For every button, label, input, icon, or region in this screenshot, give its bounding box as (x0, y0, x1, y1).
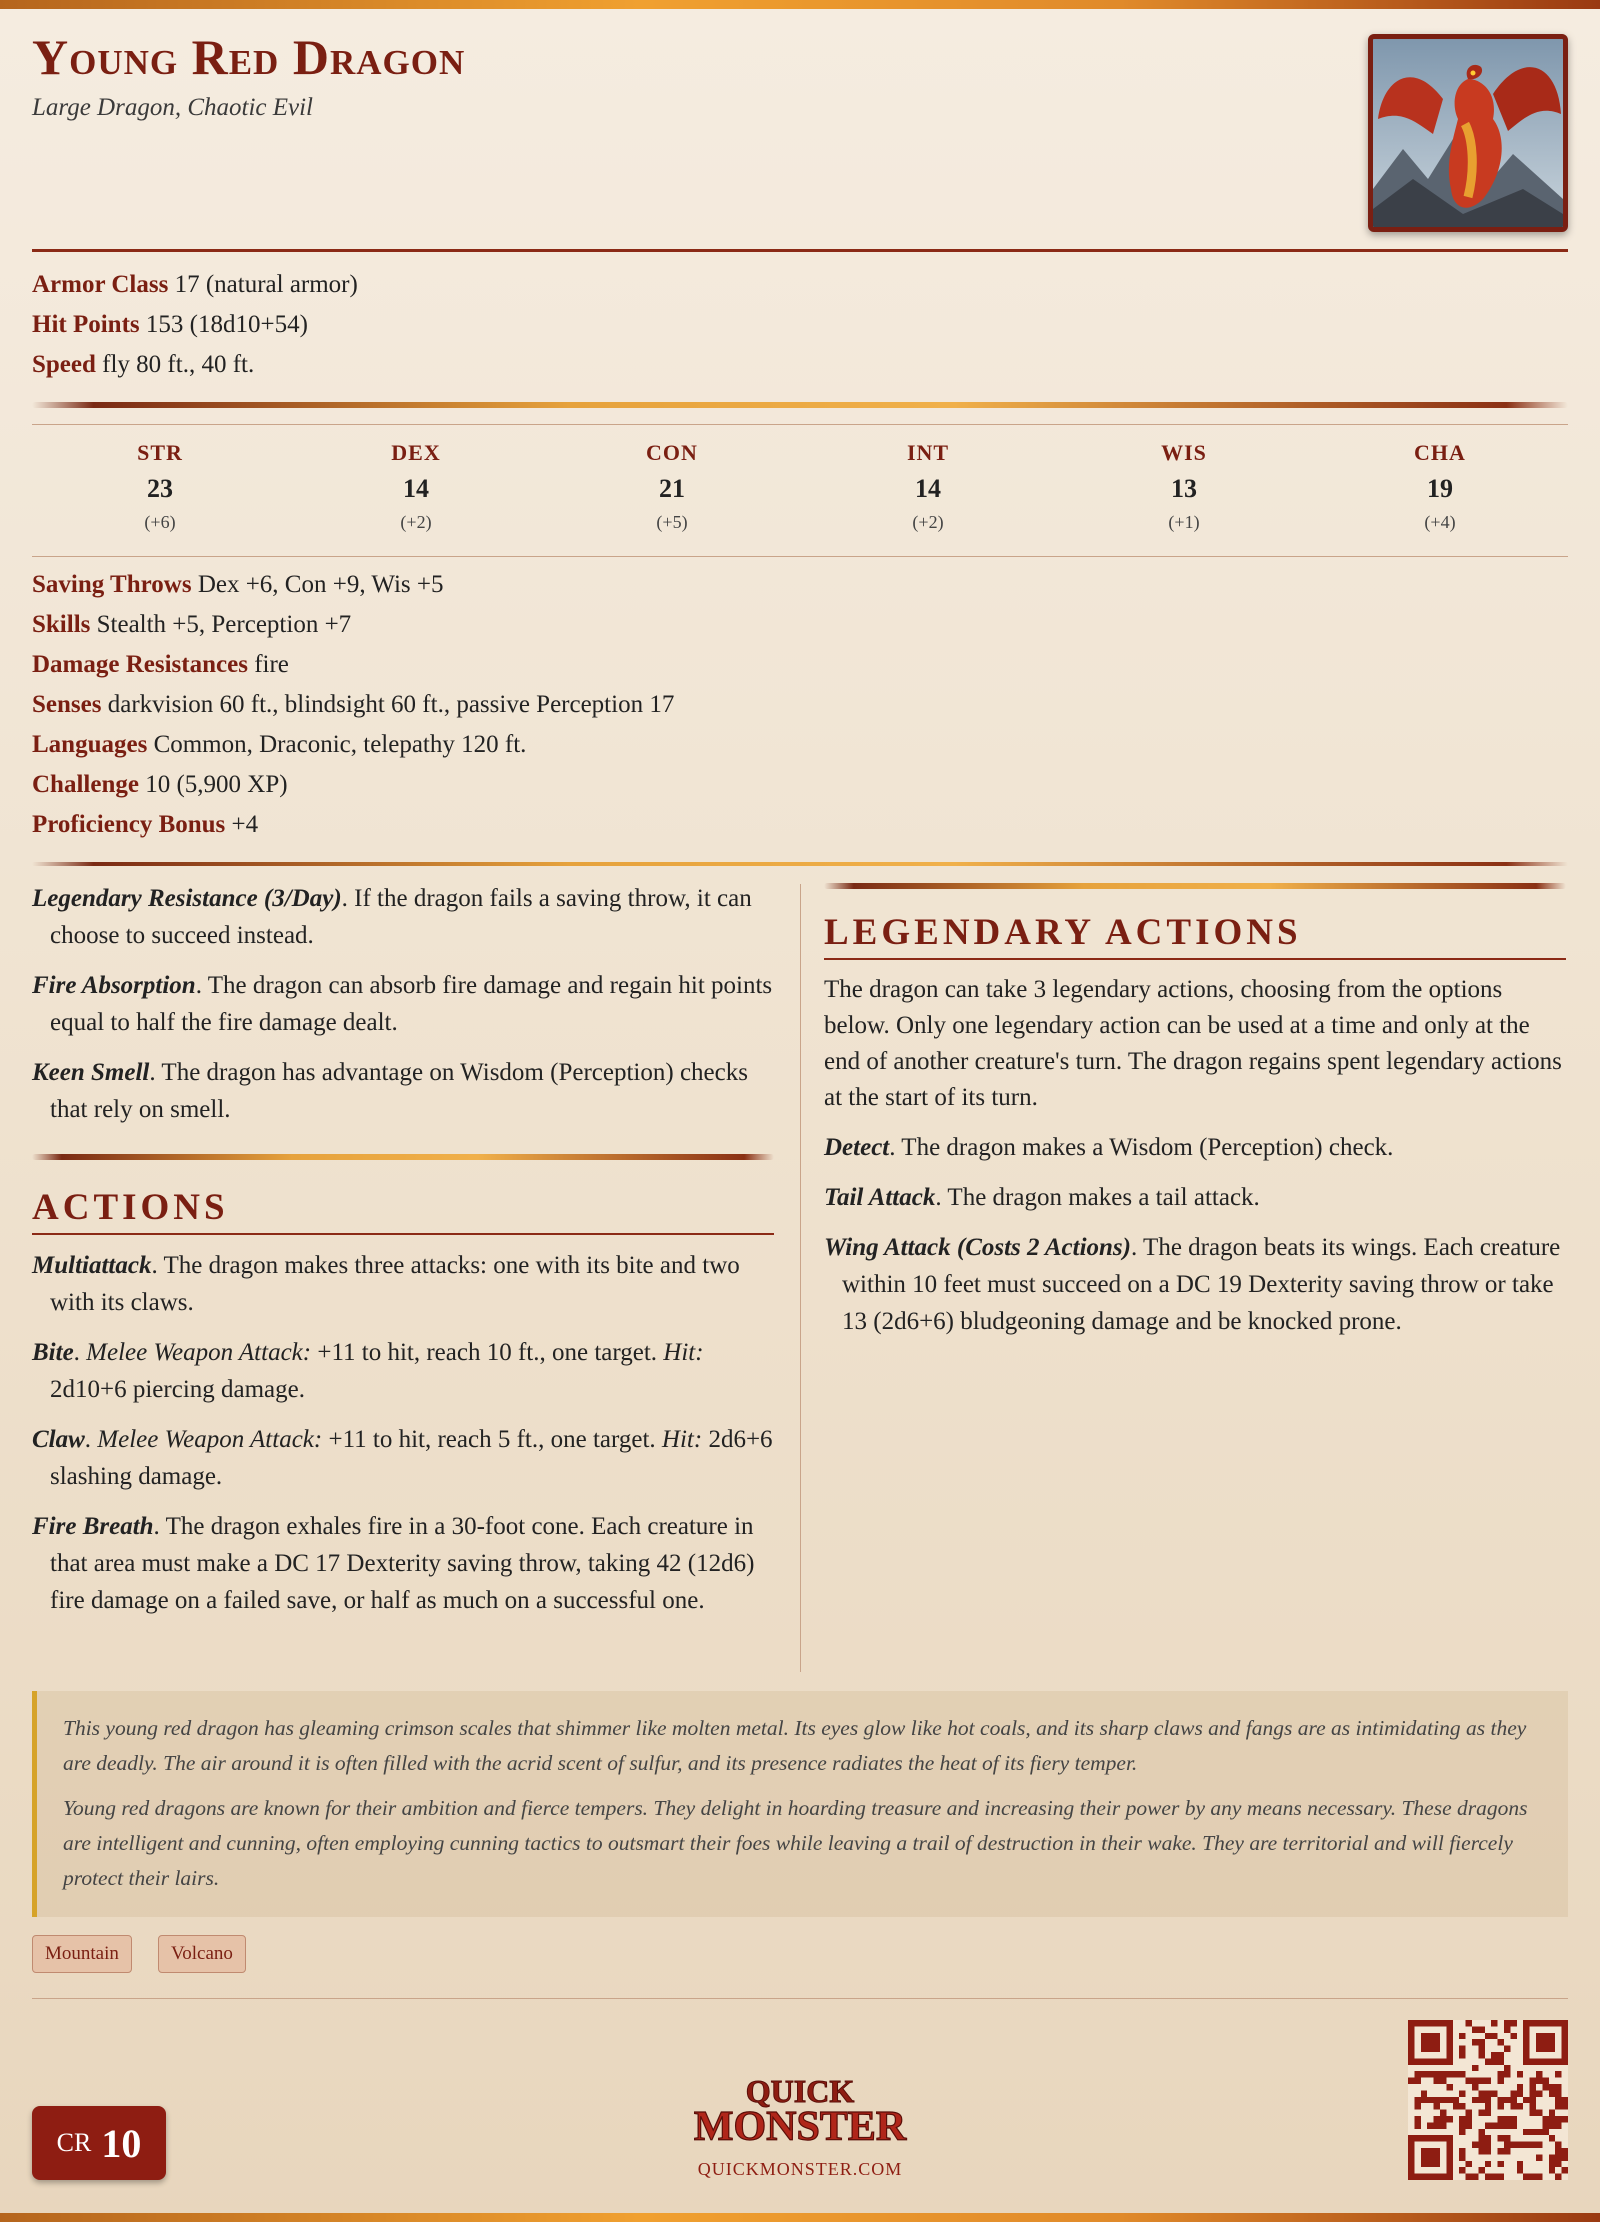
ability-name: WIS (1161, 440, 1207, 465)
quick-monster-logo[interactable] (670, 2070, 930, 2180)
flavor-paragraph: Young red dragons are known for their ambition and fierce tempers. They delight in hoarding treasure and increasing their power by any means necessary. These dragons are intelligent and cunning, often employing cunning tactics to outsmart their foes while leaving a trail of destruction in their wake. They are territorial and will fiercely protect their lairs. (63, 1796, 1528, 1890)
left-column (32, 880, 774, 1632)
detail-label: Damage Resistances (32, 651, 248, 678)
footer-divider (32, 1998, 1568, 1999)
legendary-intro: The dragon can take 3 legendary actions, choosing from the options below. Only one legendary action can be used at a time and only at the end of another creature's turn. The dragon regains spent legendary actions at the start of its turn. (824, 976, 1562, 1111)
challenge (32, 771, 288, 799)
legendary-detect: Detect. The dragon makes a Wisdom (Perception) check. (824, 1134, 1394, 1161)
legendary-text: The dragon makes a Wisdom (Perception) check. (901, 1134, 1394, 1161)
proficiency-bonus (32, 811, 258, 839)
actions-heading: ACTIONS (32, 1186, 774, 1235)
challenge-rating-badge (32, 2106, 166, 2180)
trait-keen-smell: Keen Smell. The dragon has advantage on Wisdom (Perception) checks that rely on smell. (32, 1059, 748, 1123)
legendary-text: The dragon beats its wings. Each creature within 10 feet must succeed on a DC 19 Dexterity saving throw or take 13 (2d6+6) bludgeoning damage and be knocked prone. (842, 1234, 1561, 1335)
legendary-text: The dragon makes a tail attack. (947, 1184, 1260, 1211)
ability-score: 21 (659, 474, 685, 503)
saving-throws (32, 571, 444, 599)
speed-label: Speed (32, 351, 96, 378)
ability-score: 19 (1427, 474, 1453, 503)
tag-volcano[interactable]: Volcano (158, 1935, 246, 1973)
monster-type-line: Large Dragon, Chaotic Evil (32, 94, 314, 121)
ability-score: 13 (1171, 474, 1197, 503)
attack-text: +11 to hit, reach 10 ft., one target. (317, 1339, 658, 1366)
detail-value: Common, Draconic, telepathy 120 ft. (153, 731, 527, 758)
action-name: Fire Breath (32, 1513, 154, 1540)
ability-name: CON (646, 440, 698, 465)
ability-mod: (+2) (912, 512, 944, 532)
detail-value: fire (254, 651, 289, 678)
detail-label: Challenge (32, 771, 139, 798)
trait-name: Legendary Resistance (3/Day) (32, 885, 342, 912)
armor-class-label: Armor Class (32, 271, 169, 298)
ability-name: INT (906, 440, 950, 465)
speed-value: fly 80 ft., 40 ft. (102, 351, 255, 378)
legendary-name: Detect (824, 1134, 890, 1161)
trait-name: Fire Absorption (32, 972, 196, 999)
legendary-name: Wing Attack (Costs 2 Actions) (824, 1234, 1131, 1261)
gold-divider (32, 402, 1568, 408)
action-name: Multiattack (32, 1252, 152, 1279)
ability-cha (1312, 440, 1568, 533)
speed (32, 351, 254, 379)
trait-fire-absorption: Fire Absorption. The dragon can absorb fire damage and regain hit points equal to half the fire damage dealt. (32, 972, 773, 1036)
legendary-actions-heading: LEGENDARY ACTIONS (824, 911, 1566, 960)
detail-label: Proficiency Bonus (32, 811, 226, 838)
ability-str (32, 440, 288, 533)
legendary-name: Tail Attack (824, 1184, 936, 1211)
ability-wis (1056, 440, 1312, 533)
ability-mod: (+6) (144, 512, 176, 532)
flavor-text-box (32, 1691, 1568, 1917)
stat-block-page (32, 0, 1568, 2222)
monster-name: Young Red Dragon (32, 29, 466, 85)
action-multiattack: Multiattack. The dragon makes three attacks: one with its bite and two with its claws. (32, 1252, 740, 1316)
abilities-bottom-rule (32, 556, 1568, 557)
action-fire-breath: Fire Breath. The dragon exhales fire in a 30-foot cone. Each creature in that area must make a DC 17 Dexterity saving throw, taking 42 (12d6) fire damage on a failed save, or half as much on a successful one. (32, 1513, 755, 1614)
bottom-accent-bar (0, 2213, 1600, 2222)
trait-text: The dragon has advantage on Wisdom (Perception) checks that rely on smell. (50, 1059, 748, 1123)
damage-text: 2d6+6 slashing damage. (50, 1426, 773, 1490)
hit-label: Hit: (661, 1426, 703, 1453)
detail-value: Stealth +5, Perception +7 (96, 611, 352, 638)
trait-legendary-resistance: Legendary Resistance (3/Day). If the dragon fails a saving throw, it can choose to succeed instead. (32, 885, 752, 949)
detail-value: 10 (5,900 XP) (145, 771, 288, 798)
trait-text: The dragon can absorb fire damage and regain hit points equal to half the fire damage dealt. (50, 972, 773, 1036)
logo-line-2: MONSTER (693, 2104, 907, 2150)
action-bite: Bite. Melee Weapon Attack: +11 to hit, reach 10 ft., one target. Hit: 2d10+6 piercing damage. (32, 1339, 704, 1403)
ability-con (544, 440, 800, 533)
qr-code-icon[interactable] (1408, 2020, 1568, 2180)
right-column (824, 880, 1566, 1353)
abilities-top-rule (32, 424, 1568, 425)
column-divider (800, 884, 801, 1672)
action-name: Claw (32, 1426, 85, 1453)
trait-text: If the dragon fails a saving throw, it can choose to succeed instead. (50, 885, 752, 949)
ability-name: CHA (1414, 440, 1466, 465)
cr-value: 10 (101, 2120, 142, 2166)
quick-monster-logo-icon (670, 2070, 930, 2150)
action-claw: Claw. Melee Weapon Attack: +11 to hit, reach 5 ft., one target. Hit: 2d6+6 slashing damage. (32, 1426, 773, 1490)
ability-mod: (+2) (400, 512, 432, 532)
gold-divider (32, 1154, 774, 1160)
detail-value: darkvision 60 ft., blindsight 60 ft., passive Perception 17 (107, 691, 675, 718)
tag-mountain[interactable]: Mountain (32, 1935, 132, 1973)
languages (32, 731, 526, 759)
ability-score: 14 (915, 474, 941, 503)
attack-text: +11 to hit, reach 5 ft., one target. (328, 1426, 656, 1453)
logo-line-1: QUICK (745, 2073, 855, 2109)
ability-score: 23 (147, 474, 173, 503)
legendary-tail-attack: Tail Attack. The dragon makes a tail attack. (824, 1184, 1260, 1211)
damage-text: 2d10+6 piercing damage. (50, 1376, 305, 1403)
legendary-wing-attack: Wing Attack (Costs 2 Actions). The dragon beats its wings. Each creature within 10 feet must succeed on a DC 19 Dexterity saving throw or take 13 (2d6+6) bludgeoning damage and be knocked prone. (824, 1234, 1561, 1335)
attack-type: Melee Weapon Attack: (97, 1426, 323, 1453)
ability-mod: (+1) (1168, 512, 1200, 532)
ability-mod: (+5) (656, 512, 688, 532)
ability-int (800, 440, 1056, 533)
cr-label: CR (56, 2128, 92, 2157)
dragon-portrait[interactable] (1368, 34, 1568, 232)
damage-resistances (32, 651, 289, 679)
hit-label: Hit: (663, 1339, 704, 1366)
armor-class-value: 17 (natural armor) (174, 271, 358, 298)
detail-label: Senses (32, 691, 102, 718)
detail-label: Languages (32, 731, 148, 758)
ability-score: 14 (403, 474, 429, 503)
action-name: Bite (32, 1339, 74, 1366)
flavor-paragraph: This young red dragon has gleaming crimson scales that shimmer like molten metal. Its eyes glow like hot coals, and its sharp claws and fangs are as intimidating as they are deadly. The air around it is often filled with the acrid scent of sulfur, and its presence radiates the heat of its fiery temper. (63, 1716, 1527, 1775)
gold-divider (32, 862, 1568, 866)
header-divider (32, 249, 1568, 252)
detail-label: Saving Throws (32, 571, 192, 598)
hit-points (32, 311, 308, 339)
gold-divider (824, 883, 1566, 889)
detail-value: Dex +6, Con +9, Wis +5 (197, 571, 444, 598)
ability-mod: (+4) (1424, 512, 1456, 532)
ability-dex (288, 440, 544, 533)
hit-points-label: Hit Points (32, 311, 140, 338)
armor-class (32, 271, 358, 299)
qr-code-graphic (1408, 2020, 1568, 2180)
detail-value: +4 (231, 811, 259, 838)
senses (32, 691, 674, 719)
red-dragon-portrait-icon (1373, 39, 1563, 227)
hit-points-value: 153 (18d10+54) (145, 311, 308, 338)
ability-name: STR (137, 440, 183, 465)
ability-name: DEX (391, 440, 441, 465)
skills (32, 611, 351, 639)
site-url[interactable]: QUICKMONSTER.COM (697, 2159, 903, 2179)
detail-label: Skills (32, 611, 91, 638)
attack-type: Melee Weapon Attack: (86, 1339, 312, 1366)
action-text: The dragon makes three attacks: one with its bite and two with its claws. (50, 1252, 740, 1316)
action-text: The dragon exhales fire in a 30-foot cone. Each creature in that area must make a DC 17 Dexterity saving throw, taking 42 (12d6) fire damage on a failed save, or half as much on a successful one. (50, 1513, 755, 1614)
trait-name: Keen Smell (32, 1059, 150, 1086)
